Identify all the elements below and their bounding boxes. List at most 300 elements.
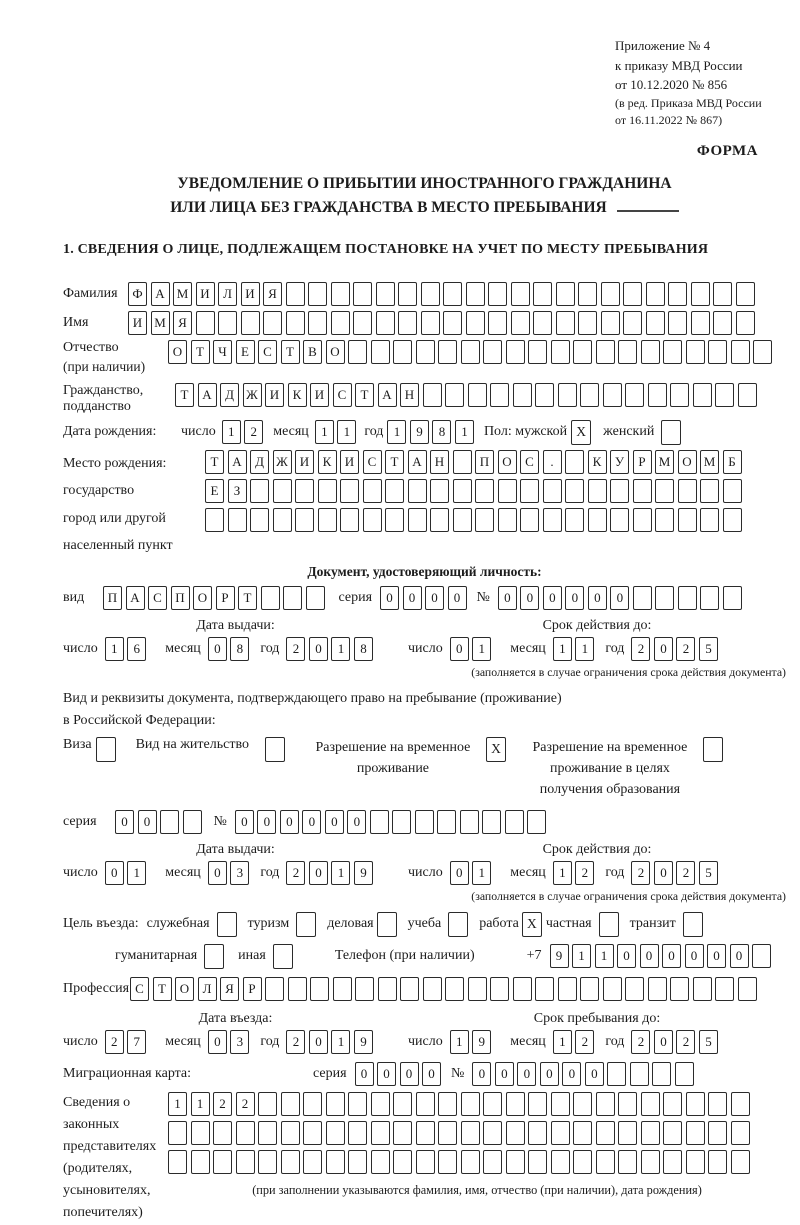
residence-expiry-date	[408, 861, 786, 885]
identity-expiry-date	[408, 637, 786, 661]
form-cell	[308, 282, 327, 306]
identity-doc-dates	[63, 618, 786, 661]
form-cell	[723, 479, 742, 503]
month-label: месяц	[510, 641, 546, 657]
field-patronymic	[63, 340, 786, 378]
birth-place-cells-row1	[205, 450, 742, 474]
birth-date-label: Дата рождения:	[63, 424, 157, 440]
form-cell: 0	[257, 810, 276, 834]
form-cell	[258, 1150, 277, 1174]
entry-year-cells	[286, 1030, 373, 1054]
form-cell: 1	[191, 1092, 210, 1116]
form-cell	[596, 340, 615, 364]
form-cell	[708, 1092, 727, 1116]
form-cell	[281, 1150, 300, 1174]
form-cell	[528, 1121, 547, 1145]
form-cell	[596, 1092, 615, 1116]
form-cell	[196, 311, 215, 335]
form-cell: 8	[432, 420, 451, 444]
form-cell	[607, 1062, 626, 1086]
form-cell	[265, 977, 284, 1001]
form-cell: 2	[631, 637, 650, 661]
form-cell	[250, 508, 269, 532]
citizenship-label-line2: подданство	[63, 398, 131, 414]
form-cell	[416, 1092, 435, 1116]
form-cell	[655, 586, 674, 610]
form-cell: И	[241, 282, 260, 306]
form-cell: 0	[380, 586, 399, 610]
form-cell: 8	[354, 637, 373, 661]
form-cell	[466, 311, 485, 335]
form-cell: 0	[115, 810, 134, 834]
entry-dates	[63, 1011, 786, 1054]
form-cell: 1	[575, 637, 594, 661]
form-cell	[556, 311, 575, 335]
visit-purpose-label: Цель въезда:	[63, 916, 139, 932]
form-cell	[488, 282, 507, 306]
form-cell	[528, 1150, 547, 1174]
form-cell: 2	[676, 861, 695, 885]
residence-expiry-year-cells	[631, 861, 718, 885]
birth-day-label: число	[181, 424, 216, 440]
form-cell: 2	[575, 1030, 594, 1054]
form-cell	[348, 1150, 367, 1174]
form-cell	[691, 282, 710, 306]
form-cell	[736, 311, 755, 335]
form-cell: 2	[286, 637, 305, 661]
form-cell	[445, 977, 464, 1001]
form-cell	[641, 340, 660, 364]
field-migration-card	[63, 1062, 786, 1086]
form-title	[63, 172, 786, 220]
form-cell: 1	[331, 1030, 350, 1054]
form-title-line-2-text: ИЛИ ЛИЦА БЕЗ ГРАЖДАНСТВА В МЕСТО ПРЕБЫВАНИЯ	[170, 199, 607, 217]
form-cell: 1	[337, 420, 356, 444]
purpose-humanitarian-label: гуманитарная	[115, 948, 198, 964]
form-cell	[416, 1150, 435, 1174]
sex-female-label: женский	[603, 424, 655, 440]
identity-number-label: №	[476, 590, 490, 606]
form-cell	[430, 508, 449, 532]
form-cell: А	[408, 450, 427, 474]
form-cell: К	[288, 383, 307, 407]
entry-date	[63, 1030, 408, 1054]
form-cell: 2	[244, 420, 263, 444]
form-cell	[578, 311, 597, 335]
form-cell: 0	[498, 586, 517, 610]
residence-expiry-heading: Срок действия до:	[542, 841, 652, 857]
profession-label: Профессия	[63, 980, 130, 996]
form-cell: 0	[208, 637, 227, 661]
form-cell	[498, 479, 517, 503]
form-cell: 0	[138, 810, 157, 834]
form-cell	[286, 282, 305, 306]
form-cell	[236, 1121, 255, 1145]
form-cell: Р	[633, 450, 652, 474]
form-cell	[520, 479, 539, 503]
form-cell: 2	[105, 1030, 124, 1054]
patronymic-cells	[168, 340, 772, 364]
form-cell: З	[228, 479, 247, 503]
form-cell	[678, 586, 697, 610]
form-cell	[408, 479, 427, 503]
form-cell	[738, 383, 757, 407]
form-cell: И	[310, 383, 329, 407]
purpose-transit-label: транзит	[629, 916, 676, 932]
form-cell	[535, 977, 554, 1001]
identity-expiry-note: (заполняется в случае ограничения срока действия документа)	[471, 665, 786, 680]
form-cell	[535, 383, 554, 407]
form-cell: И	[295, 450, 314, 474]
form-cell: 2	[213, 1092, 232, 1116]
form-cell: Л	[218, 282, 237, 306]
form-cell	[443, 282, 462, 306]
form-cell: 0	[495, 1062, 514, 1086]
form-cell	[533, 311, 552, 335]
purpose-business-checkbox	[377, 912, 397, 937]
form-cell	[573, 1150, 592, 1174]
identity-issue-heading: Дата выдачи:	[196, 618, 275, 634]
form-cell	[461, 340, 480, 364]
form-cell	[468, 977, 487, 1001]
field-profession	[63, 977, 786, 1001]
form-cell: Т	[153, 977, 172, 1001]
form-cell: С	[520, 450, 539, 474]
year-label: год	[260, 864, 280, 880]
form-cell	[603, 977, 622, 1001]
form-cell: 0	[208, 861, 227, 885]
form-cell	[641, 1092, 660, 1116]
form-cell: И	[196, 282, 215, 306]
representatives-label	[63, 1092, 168, 1225]
form-cell	[191, 1150, 210, 1174]
form-cell	[618, 1121, 637, 1145]
form-cell: М	[700, 450, 719, 474]
form-cell	[565, 508, 584, 532]
field-visit-purpose-2	[63, 944, 786, 969]
form-cell	[400, 977, 419, 1001]
form-cell: 0	[377, 1062, 396, 1086]
form-cell: 0	[422, 1062, 441, 1086]
residence-issue-date	[63, 861, 408, 885]
birth-place-label	[63, 450, 205, 559]
sex-male-checkbox: X	[571, 420, 591, 445]
residence-number-cells	[235, 810, 547, 834]
form-cell	[331, 311, 350, 335]
form-cell: 0	[517, 1062, 536, 1086]
form-cell	[453, 479, 472, 503]
year-label: год	[605, 864, 625, 880]
form-cell	[437, 810, 456, 834]
form-cell: Ж	[273, 450, 292, 474]
form-cell	[633, 479, 652, 503]
form-cell: 2	[676, 637, 695, 661]
purpose-business-label: деловая	[327, 916, 374, 932]
form-cell	[533, 282, 552, 306]
form-cell: А	[378, 383, 397, 407]
birth-month-label: месяц	[273, 424, 309, 440]
visa-checkbox	[96, 737, 116, 762]
form-cell: А	[151, 282, 170, 306]
form-cell	[370, 810, 389, 834]
form-cell	[708, 1150, 727, 1174]
form-cell: Я	[263, 282, 282, 306]
form-cell	[646, 311, 665, 335]
annex-amendment-line-1: (в ред. Приказа МВД России	[615, 95, 762, 110]
form-cell	[421, 311, 440, 335]
residence-permit-label: Вид на жительство	[135, 736, 249, 752]
citizenship-cells	[175, 383, 757, 407]
temp-residence-education-checkbox	[703, 737, 723, 762]
form-cell	[303, 1150, 322, 1174]
residence-doc-options	[63, 737, 786, 800]
form-cell	[713, 282, 732, 306]
form-cell	[168, 1121, 187, 1145]
temp-residence-education-label: Разрешение на временное проживание в целях получения образования	[532, 739, 688, 797]
form-cell: 1	[553, 1030, 572, 1054]
form-cell	[573, 340, 592, 364]
form-cell	[483, 340, 502, 364]
form-cell	[618, 1092, 637, 1116]
identity-expiry-heading: Срок действия до:	[542, 618, 652, 634]
form-cell	[668, 282, 687, 306]
form-cell	[353, 311, 372, 335]
form-cell: 0	[662, 944, 681, 968]
form-cell: 1	[472, 637, 491, 661]
form-cell	[588, 479, 607, 503]
form-cell	[506, 1121, 525, 1145]
form-cell	[461, 1150, 480, 1174]
form-cell	[258, 1121, 277, 1145]
form-cell	[513, 977, 532, 1001]
field-residence-doc-series	[63, 810, 786, 834]
form-cell: 1	[472, 861, 491, 885]
form-cell: 0	[208, 1030, 227, 1054]
form-cell: 3	[230, 1030, 249, 1054]
form-cell: 0	[347, 810, 366, 834]
phone-prefix: +7	[526, 948, 542, 964]
stay-until-heading: Срок пребывания до:	[533, 1010, 661, 1026]
form-cell	[511, 282, 530, 306]
form-cell	[205, 508, 224, 532]
form-cell	[678, 479, 697, 503]
form-cell	[736, 282, 755, 306]
month-label: месяц	[165, 864, 201, 880]
form-cell	[713, 311, 732, 335]
representatives-cells-row1	[168, 1092, 786, 1116]
form-cell	[250, 479, 269, 503]
month-label: месяц	[165, 641, 201, 657]
annex-line-3: от 10.12.2020 № 856	[615, 77, 728, 92]
purpose-private-checkbox	[599, 912, 619, 937]
migration-card-label: Миграционная карта:	[63, 1065, 192, 1081]
form-cell: О	[498, 450, 517, 474]
identity-series-cells	[380, 586, 467, 610]
form-cell: Т	[205, 450, 224, 474]
birth-place-label-line2: город или другой	[63, 510, 166, 526]
field-surname	[63, 282, 786, 306]
form-cell	[416, 1121, 435, 1145]
form-cell	[603, 383, 622, 407]
form-cell	[588, 508, 607, 532]
annex-reference	[615, 36, 786, 129]
form-cell	[160, 810, 179, 834]
form-cell: 0	[730, 944, 749, 968]
form-cell: П	[103, 586, 122, 610]
form-cell: 0	[540, 1062, 559, 1086]
annex-line-2: к приказу МВД России	[615, 57, 743, 73]
form-cell	[483, 1150, 502, 1174]
form-cell	[551, 340, 570, 364]
form-cell: Я	[220, 977, 239, 1001]
form-cell	[723, 586, 742, 610]
form-cell	[258, 1092, 277, 1116]
form-cell: 5	[699, 861, 718, 885]
form-cell	[558, 977, 577, 1001]
representatives-label-line4: (родителях,	[63, 1161, 133, 1177]
identity-kind-label: вид	[63, 590, 85, 606]
form-cell	[213, 1121, 232, 1145]
stay-year-cells	[631, 1030, 718, 1054]
form-cell	[652, 1062, 671, 1086]
form-cell	[423, 977, 442, 1001]
year-label: год	[605, 641, 625, 657]
birth-place-cells-row3	[205, 508, 742, 532]
form-cell: 0	[654, 637, 673, 661]
form-cell	[543, 479, 562, 503]
form-cell	[663, 1150, 682, 1174]
birth-year-cells	[387, 420, 474, 444]
form-cell	[700, 508, 719, 532]
form-cell	[691, 311, 710, 335]
form-cell	[228, 508, 247, 532]
form-cell: 1	[331, 861, 350, 885]
form-cell	[511, 311, 530, 335]
form-title-line-1: УВЕДОМЛЕНИЕ О ПРИБЫТИИ ИНОСТРАННОГО ГРАЖДАНИНА	[177, 175, 672, 193]
form-cell: 6	[127, 637, 146, 661]
form-cell	[565, 479, 584, 503]
form-cell	[303, 1121, 322, 1145]
form-cell	[340, 508, 359, 532]
form-cell	[505, 810, 524, 834]
form-cell	[648, 977, 667, 1001]
form-cell: 2	[631, 861, 650, 885]
field-citizenship	[63, 383, 786, 415]
form-cell	[663, 1121, 682, 1145]
form-cell	[648, 383, 667, 407]
identity-issue-month-cells	[208, 637, 250, 661]
form-cell: 0	[302, 810, 321, 834]
form-cell	[738, 977, 757, 1001]
form-cell: 0	[562, 1062, 581, 1086]
identity-expiry-day-cells	[450, 637, 492, 661]
form-cell: 0	[280, 810, 299, 834]
temp-residence-label: Разрешение на временное проживание	[315, 739, 471, 776]
residence-expiry-day-cells	[450, 861, 492, 885]
purpose-study-label: учеба	[407, 916, 442, 932]
year-label: год	[605, 1033, 625, 1049]
form-cell	[625, 383, 644, 407]
form-cell: Д	[220, 383, 239, 407]
birth-place-cells-row2	[205, 479, 742, 503]
form-cell: М	[151, 311, 170, 335]
form-cell	[263, 311, 282, 335]
form-cell: Е	[205, 479, 224, 503]
form-cell	[646, 282, 665, 306]
form-cell	[506, 1150, 525, 1174]
form-cell: Т	[175, 383, 194, 407]
form-cell	[385, 508, 404, 532]
form-cell	[630, 1062, 649, 1086]
identity-issue-day-cells	[105, 637, 147, 661]
form-cell: Б	[723, 450, 742, 474]
form-cell: 1	[168, 1092, 187, 1116]
phone-cells	[550, 944, 772, 968]
form-cell: 2	[286, 861, 305, 885]
form-cell: 0	[543, 586, 562, 610]
form-cell	[331, 282, 350, 306]
form-cell	[191, 1121, 210, 1145]
form-cell: А	[198, 383, 217, 407]
form-cell: 0	[610, 586, 629, 610]
form-cell	[430, 479, 449, 503]
form-cell	[618, 340, 637, 364]
form-cell	[236, 1150, 255, 1174]
form-cell: 0	[472, 1062, 491, 1086]
identity-issue-date	[63, 637, 408, 661]
form-cell: О	[326, 340, 345, 364]
form-cell	[475, 508, 494, 532]
form-cell: 2	[286, 1030, 305, 1054]
form-cell	[443, 311, 462, 335]
form-cell	[580, 383, 599, 407]
form-cell	[308, 311, 327, 335]
form-cell: 5	[699, 637, 718, 661]
form-cell	[580, 977, 599, 1001]
form-cell	[596, 1121, 615, 1145]
form-cell: 1	[222, 420, 241, 444]
residence-doc-intro-line2: в Российской Федерации:	[63, 713, 216, 729]
form-cell: 9	[354, 861, 373, 885]
form-cell	[295, 508, 314, 532]
form-cell	[573, 1121, 592, 1145]
annex-line-1: Приложение № 4	[615, 38, 711, 53]
form-cell: Д	[250, 450, 269, 474]
form-word: ФОРМА	[696, 143, 758, 160]
birth-place-label-line3: населенный пункт	[63, 537, 173, 553]
form-cell	[675, 1062, 694, 1086]
form-cell	[752, 944, 771, 968]
form-cell: Я	[173, 311, 192, 335]
form-cell	[261, 586, 280, 610]
field-birth-place	[63, 450, 786, 559]
representatives-note: (при заполнении указываются фамилия, имя, отчество (при наличии), дата рождения)	[252, 1182, 702, 1197]
form-cell	[633, 586, 652, 610]
form-cell: 0	[654, 861, 673, 885]
form-cell: И	[340, 450, 359, 474]
sex-female-checkbox	[661, 420, 681, 445]
form-cell	[281, 1121, 300, 1145]
form-cell	[408, 508, 427, 532]
form-cell: 9	[410, 420, 429, 444]
form-cell: 0	[309, 861, 328, 885]
form-cell: Л	[198, 977, 217, 1001]
migration-number-label: №	[451, 1065, 465, 1081]
form-cell: .	[543, 450, 562, 474]
day-label: число	[63, 864, 98, 880]
form-cell	[286, 311, 305, 335]
section1-heading: 1. СВЕДЕНИЯ О ЛИЦЕ, ПОДЛЕЖАЩЕМ ПОСТАНОВКЕ НА УЧЕТ ПО МЕСТУ ПРЕБЫВАНИЯ	[63, 242, 709, 258]
